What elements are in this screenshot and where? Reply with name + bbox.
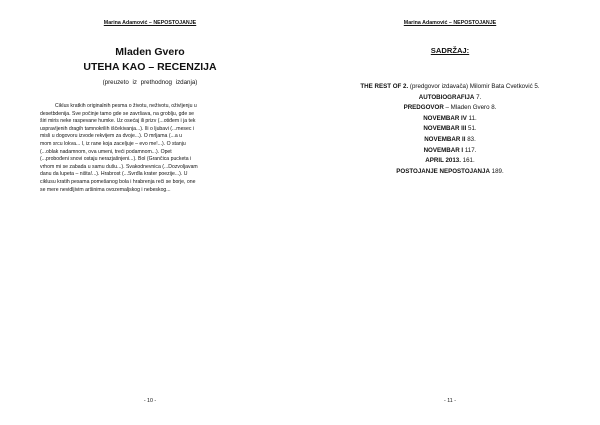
body-line: desetbdenija. Sve počinje tamo gde se završava, na groblju, gde se	[40, 110, 195, 117]
page-number-right: - 11 -	[444, 398, 456, 404]
page-number-left: - 10 -	[143, 398, 157, 404]
running-header-left: Marina Adamović – NEPOSTOJANJE	[103, 20, 197, 26]
toc-entry-detail: 51.	[466, 125, 477, 133]
body-line: širi miris neke raspevane humke. Uz osećaj ili prizv (...otiđem i ja tek	[40, 118, 196, 125]
toc-entry[interactable]	[300, 135, 600, 146]
toc-entry-title: NOVEMBAR IV	[423, 114, 467, 122]
right-page	[300, 0, 600, 425]
table-of-contents	[300, 82, 600, 177]
toc-entry-detail: 7.	[474, 93, 482, 101]
toc-entry-title: NOVEMBAR III	[423, 125, 467, 133]
body-line: Ciklus kratkih originalnih pesma o životu, neživotu, oživljenju u	[55, 103, 197, 109]
author-name: Mladen Gvero	[115, 46, 185, 58]
body-line: (...oblak nadamnom, ova umeni, treći podamnom...). Opet	[40, 148, 172, 155]
body-line: vrhom mi se zabada u samu dušu...). Svakodnevnica (...Dozvoljavam	[40, 163, 198, 170]
toc-entry-title: NOVEMBAR II	[424, 135, 466, 143]
toc-entry[interactable]	[300, 103, 600, 114]
toc-entry-title: APRIL 2013.	[425, 157, 461, 165]
toc-entry-detail: 11.	[466, 114, 477, 122]
toc-entry-title: NOVEMBAR I	[423, 146, 464, 154]
toc-entry[interactable]	[300, 167, 600, 178]
toc-entry-detail: 189.	[489, 167, 504, 175]
toc-entry-detail: 83.	[465, 135, 476, 143]
body-line: mom srcu lokva... I, iz rane koja zaceljuje – evo me!...). O stanju	[40, 140, 186, 147]
body-line: se mere nevidljivim aršinima ovozemaljskog i nebeskog...	[40, 186, 171, 193]
body-line: uspravljenih dragih tamnokrilih iščekivanja...). Ili o ljubavi (...mesec i	[40, 125, 194, 132]
running-header-right: Marina Adamović – NEPOSTOJANJE	[403, 20, 497, 26]
toc-entry[interactable]	[300, 156, 600, 167]
body-line: danu da lupeta – ništa!...). Hrabrost (...Svrđla krater poezije...). U	[40, 171, 188, 178]
toc-entry[interactable]	[300, 82, 600, 93]
page-title: UTEHA KAO – RECENZIJA	[83, 61, 217, 73]
toc-entry[interactable]	[300, 93, 600, 104]
toc-entry-detail: – Mladen Gvero 8.	[443, 104, 497, 112]
toc-entry-title: PREDGOVOR	[403, 104, 444, 112]
toc-entry-title: AUTOBIOGRAFIJA	[418, 93, 475, 101]
toc-entry-detail: (predgovor izdavača) Milomir Bata Cvetković 5.	[408, 83, 540, 90]
toc-entry[interactable]	[300, 124, 600, 135]
body-line: ciklusu kratih pesama pomešanog bola i hrabrenja reči se borje, one	[40, 178, 196, 185]
review-body	[40, 103, 264, 194]
toc-heading: SADRŽAJ:	[430, 46, 470, 55]
body-line: misli u dogovoru izvode rekvijem za dvoje...). O mrljama (...a u	[40, 133, 182, 140]
toc-entry-detail: 117.	[463, 146, 477, 154]
toc-entry-detail: 161.	[460, 157, 475, 165]
subtitle: (preuzeto iz prethodnog izdanja)	[102, 79, 198, 86]
body-line: (...probođeni snovi ostaju nerazjašnjeni...). Bol (Grančica pucketa i	[40, 156, 192, 163]
toc-entry[interactable]	[300, 146, 600, 157]
toc-entry-title: THE REST OF 2.	[360, 83, 409, 90]
toc-entry-title: POSTOJANJE NEPOSTOJANJA	[396, 167, 490, 175]
toc-entry[interactable]	[300, 114, 600, 125]
